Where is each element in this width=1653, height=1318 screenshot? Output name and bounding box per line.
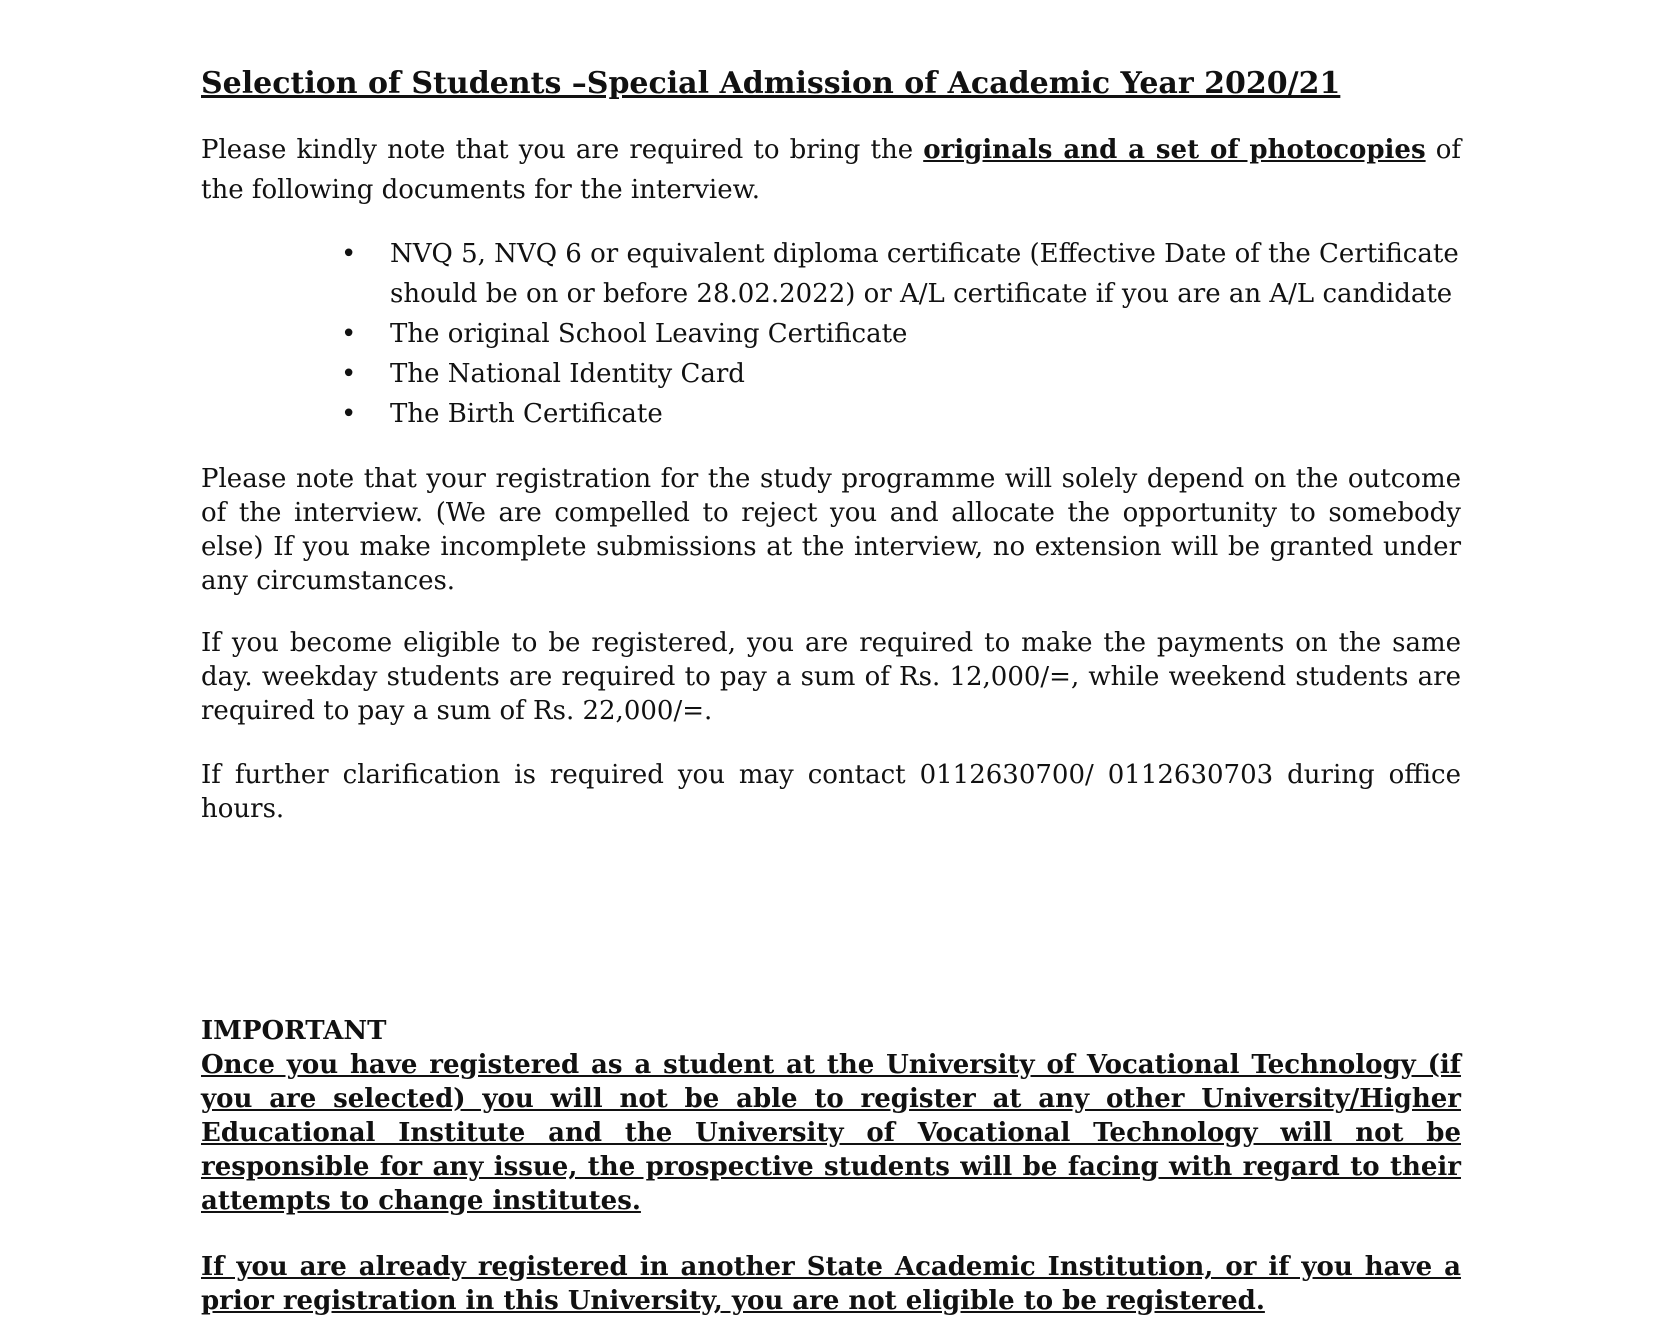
bullet-icon: • (341, 239, 357, 269)
intro-text-before: Please kindly note that you are required to bring the (201, 135, 924, 165)
list-item (201, 314, 1461, 354)
list-item-text: The National Identity Card (390, 359, 745, 389)
payment-paragraph: If you become eligible to be registered, you are required to make the payments on the same day. weekday students are required to pay a sum of Rs. 12,000/=, while weekend students are required to pay a sum of Rs. 22,000/=. (201, 628, 1461, 726)
important-notice-institutes: Once you have registered as a student at the University of Vocational Technology (if you are selected) you will not be able to register at any other University/Higher Educational Institute and the University of Vocational Technology will not be responsible for any issue, the prospective students will be facing with regard to their attempts to change institutes. (201, 1050, 1461, 1216)
intro-paragraph (201, 130, 1461, 210)
list-item (201, 354, 1461, 394)
bullet-icon: • (341, 319, 357, 349)
list-item-text: The original School Leaving Certificate (390, 319, 908, 349)
registration-paragraph: Please note that your registration for the study programme will solely depend on the outcome of the interview. (We are compelled to reject you and allocate the opportunity to somebody else) If you make incomplete submissions at the interview, no extension will be granted under any circumstances. (201, 464, 1461, 596)
required-documents-list (201, 234, 1461, 434)
intro-text-after: of the following documents for the interview. (201, 135, 1461, 205)
list-item-text: NVQ 5, NVQ 6 or equivalent diploma certificate (Effective Date of the Certificate should be on or before 28.02.2022) or A/L certificate if you are an A/L candidate (390, 239, 1459, 309)
important-heading: IMPORTANT (201, 1016, 387, 1046)
bullet-icon: • (341, 399, 357, 429)
bullet-icon: • (341, 359, 357, 389)
important-notice-eligibility: If you are already registered in another State Academic Institution, or if you have a prior registration in this University, you are not eligible to be registered. (201, 1252, 1461, 1316)
contact-paragraph: If further clarification is required you may contact 0112630700/ 0112630703 during office hours. (201, 760, 1461, 824)
list-item (201, 394, 1461, 434)
intro-emphasis: originals and a set of photocopies (923, 135, 1426, 165)
list-item-text: The Birth Certificate (390, 399, 663, 429)
list-item (201, 234, 1461, 314)
document-page (201, 64, 1461, 1318)
document-title: Selection of Students –Special Admission of Academic Year 2020/21 (201, 66, 1341, 101)
